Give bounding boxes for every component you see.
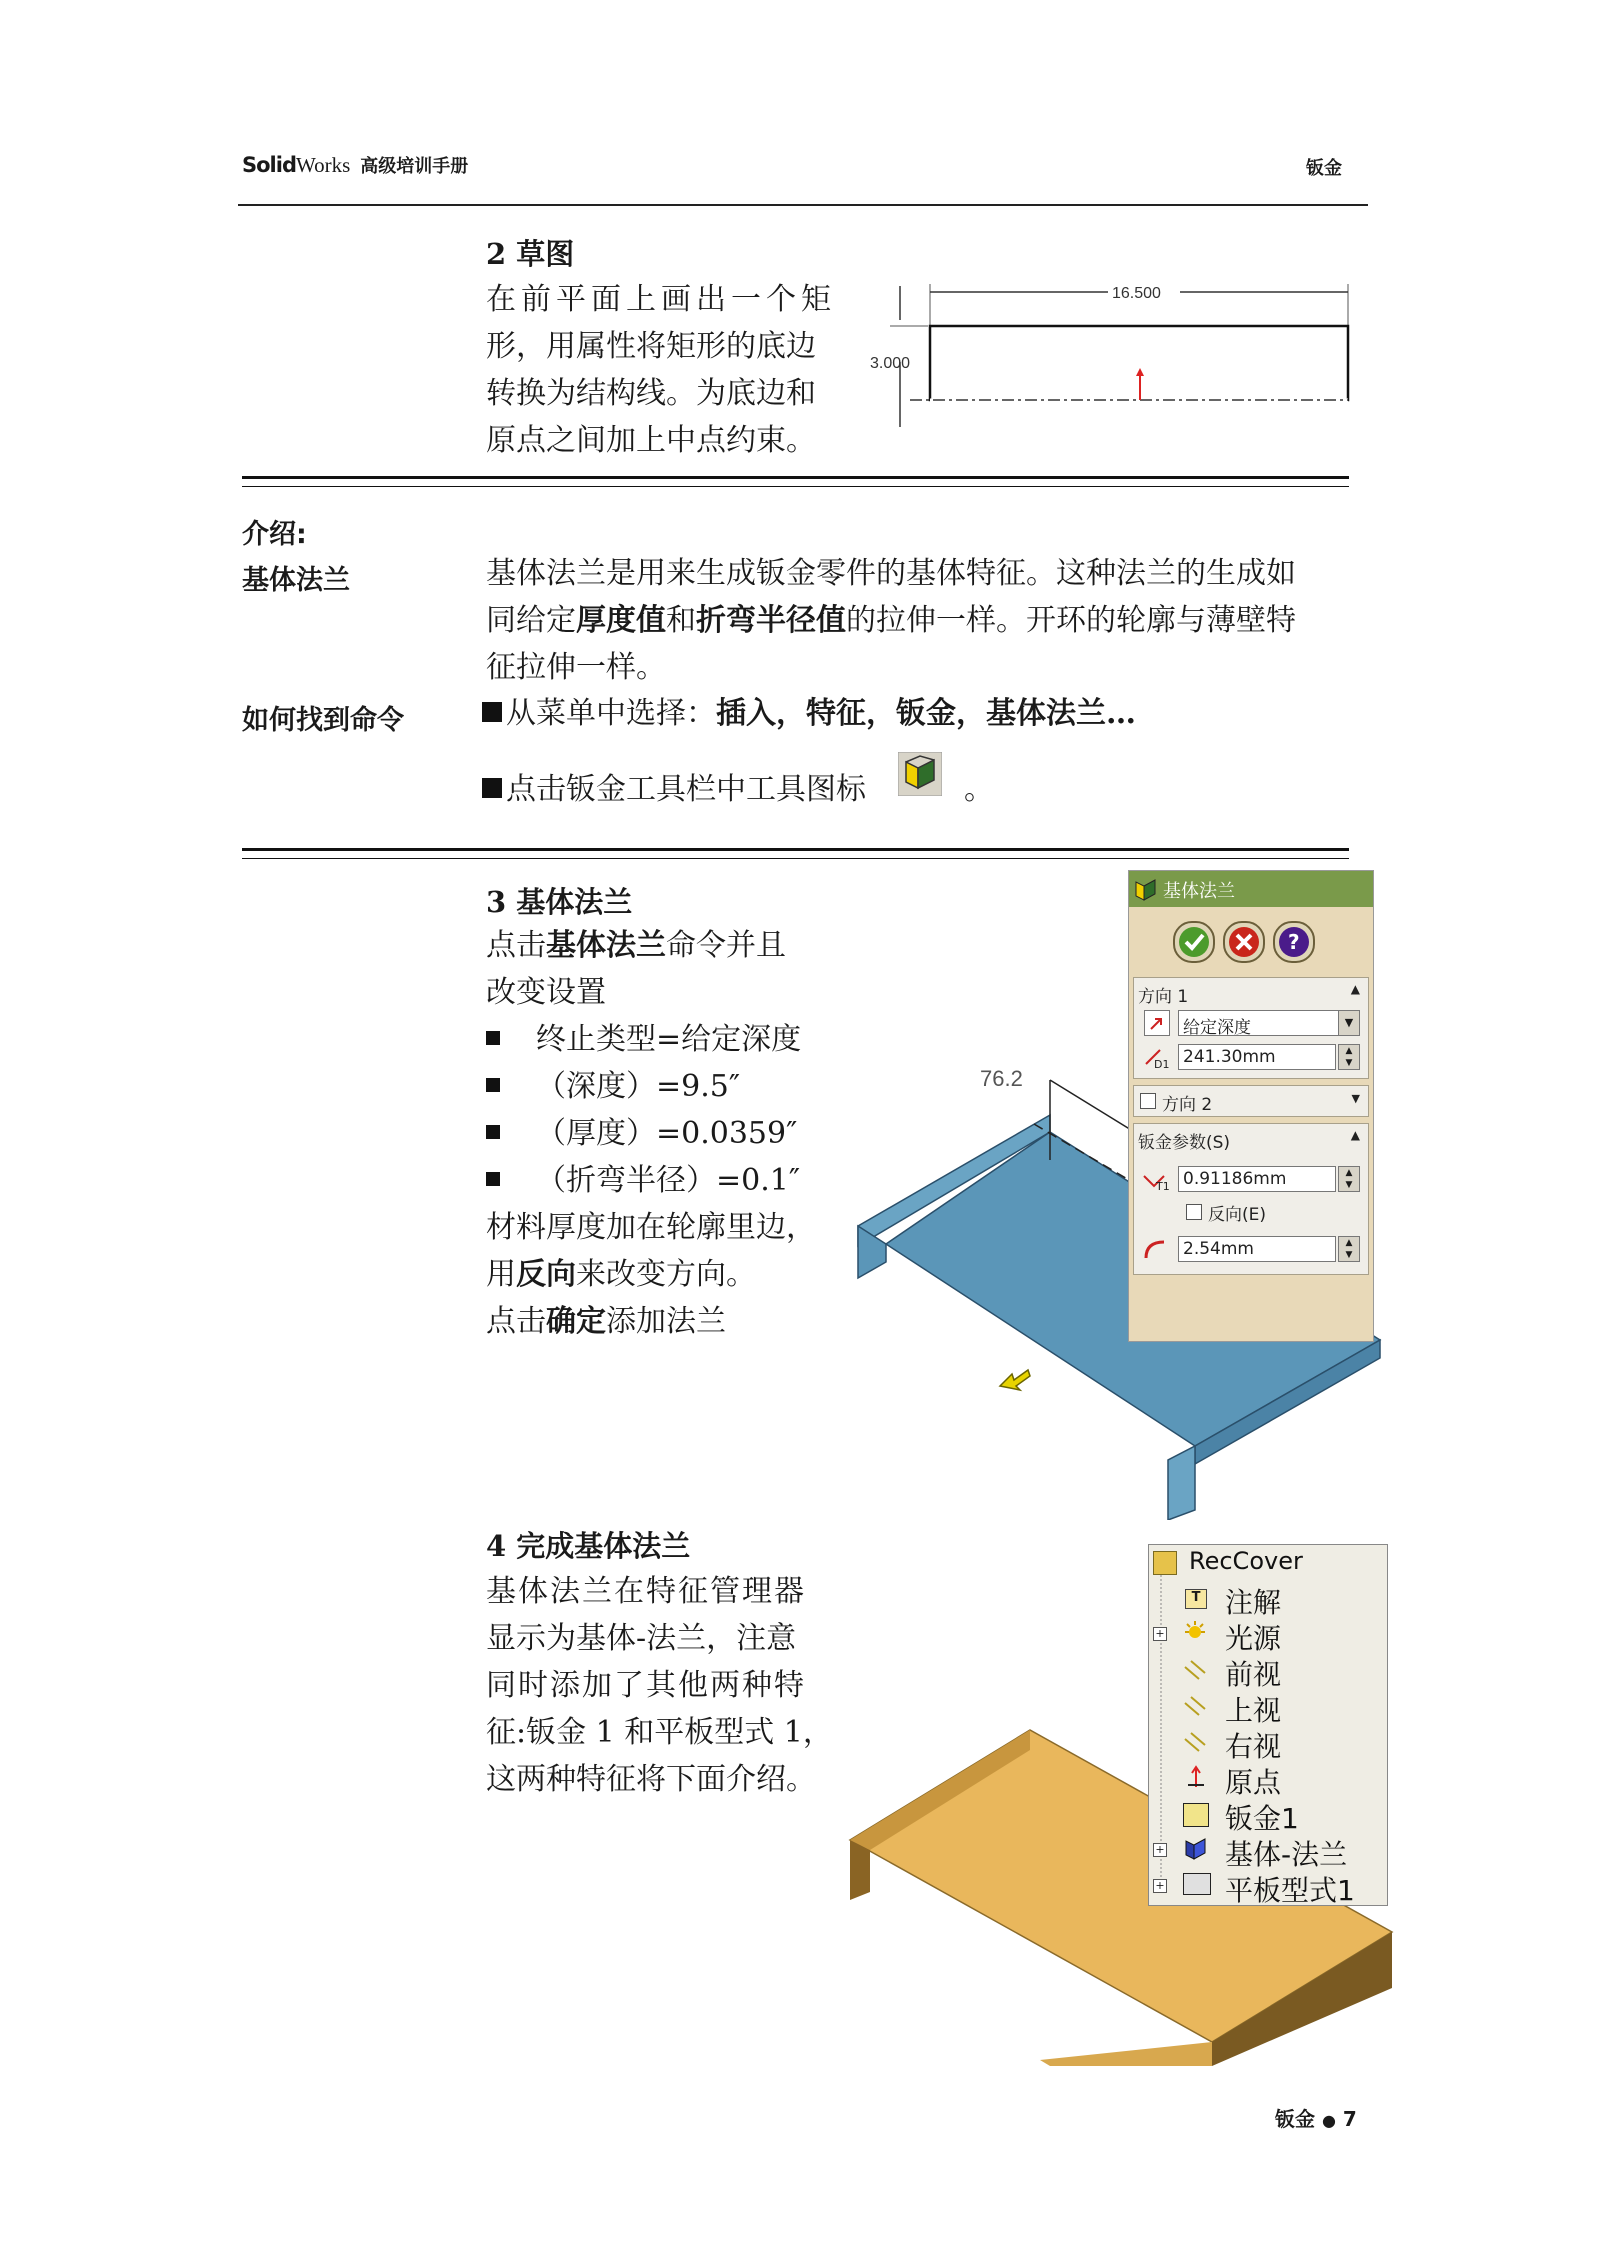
plane-icon (1183, 1695, 1207, 1717)
base-flange-toolbar-icon (898, 752, 942, 796)
step4-title: 4 完成基体法兰 (486, 1529, 691, 1563)
depth-spinner[interactable]: ▲ ▼ (1338, 1044, 1360, 1070)
flat-pattern-icon (1183, 1873, 1211, 1895)
thickness-spinner[interactable]: ▲ ▼ (1338, 1166, 1360, 1192)
tree-item-flat-pattern[interactable]: 平板型式1 (1225, 1874, 1355, 1907)
svg-text:D1: D1 (1154, 1058, 1170, 1070)
tree-item-base-flange[interactable]: 基体-法兰 (1225, 1838, 1348, 1871)
reverse-label: 反向(E) (1208, 1205, 1267, 1225)
header-divider (238, 204, 1368, 206)
thickness-icon (1140, 1166, 1174, 1192)
intro-label: 介绍: (242, 519, 307, 550)
expand-icon[interactable]: + (1153, 1843, 1167, 1857)
base-flange-icon (1183, 1835, 1209, 1861)
howto-label: 如何找到命令 (242, 705, 404, 736)
panel-title-bar: 基体法兰 (1129, 871, 1373, 907)
dim-height-label: 3.000 (870, 355, 911, 372)
tree-item-lights[interactable]: 光源 (1225, 1622, 1282, 1655)
reverse-checkbox[interactable] (1186, 1204, 1202, 1220)
step4-text: 基体法兰在特征管理器 显示为基体-法兰，注意 同时添加了其他两种特 征:钣金 1 和平板型式 1， 这两种特征将下面介绍。 (486, 1574, 833, 1797)
sheet-params-header[interactable]: 钣金参数(S) (1138, 1133, 1231, 1153)
step2-text: 在前平面上画出一个矩 形，用属性将矩形的底边 转换为结构线。为底边和 原点之间加上中点约束。 (486, 282, 836, 458)
part-icon (1153, 1551, 1177, 1575)
sheet-metal-params-group (1133, 1123, 1369, 1275)
bend-radius-icon (1142, 1236, 1172, 1262)
origin-icon (1185, 1765, 1207, 1789)
direction-arrow-icon (1000, 1370, 1030, 1390)
sketch-rectangle-figure (870, 272, 1360, 442)
tree-item-top[interactable]: 上视 (1225, 1694, 1282, 1727)
chevron-down-icon[interactable]: ▼ (1351, 1092, 1360, 1105)
svg-text:?: ? (1288, 930, 1300, 954)
step2-title: 2 草图 (486, 237, 575, 271)
feature-manager-tree (1148, 1544, 1388, 1906)
help-icon (1275, 923, 1313, 961)
section-divider (242, 476, 1349, 487)
header-chapter: 钣金 (1306, 158, 1342, 179)
dim-width-label: 16.500 (1112, 285, 1161, 302)
dim-depth-label: 76.2 (980, 1066, 1023, 1091)
end-condition-select[interactable]: 给定深度 ▼ (1178, 1010, 1360, 1036)
section-divider (242, 848, 1349, 859)
bend-radius-input[interactable]: 2.54mm (1178, 1236, 1336, 1262)
collapse-icon[interactable]: ▲ (1350, 1128, 1360, 1142)
direction2-group[interactable]: 方向 2 ▼ (1133, 1085, 1369, 1117)
intro-term: 基体法兰 (242, 565, 350, 596)
close-icon (1225, 923, 1263, 961)
thickness-input[interactable]: 0.91186mm (1178, 1166, 1336, 1192)
page-footer: 钣金 ● 7 (1275, 2107, 1357, 2131)
plane-icon (1183, 1731, 1207, 1753)
direction1-header[interactable]: 方向 1 (1138, 987, 1189, 1007)
step3-title: 3 基体法兰 (486, 885, 633, 919)
header-title: SolidWorks 高级培训手册 (242, 153, 469, 177)
annotations-icon: T (1185, 1589, 1207, 1609)
tree-item-annotations[interactable]: 注解 (1225, 1586, 1282, 1619)
depth-icon (1142, 1044, 1174, 1070)
lights-icon (1183, 1621, 1207, 1643)
ok-button[interactable] (1173, 921, 1215, 963)
tree-item-sheet-metal[interactable]: 钣金1 (1225, 1802, 1299, 1835)
tree-item-origin[interactable]: 原点 (1225, 1766, 1282, 1799)
intro-text: 基体法兰是用来生成钣金零件的基体特征。这种法兰的生成如 同给定厚度值和折弯半径值的拉伸一样。开环的轮廓与薄壁特 征拉伸一样。 (486, 556, 1296, 685)
depth-input[interactable]: 241.30mm (1178, 1044, 1336, 1070)
tree-item-root[interactable]: RecCover (1189, 1547, 1303, 1575)
svg-text:T1: T1 (1156, 1180, 1170, 1192)
chevron-down-icon[interactable]: ▼ (1338, 1011, 1359, 1035)
sheet-metal-icon (1183, 1803, 1209, 1827)
howto-menu: 从菜单中选择：插入，特征，钣金，基体法兰… (482, 690, 1136, 737)
direction2-checkbox[interactable] (1140, 1093, 1156, 1109)
tree-item-front[interactable]: 前视 (1225, 1658, 1282, 1691)
bend-radius-spinner[interactable]: ▲ ▼ (1338, 1236, 1360, 1262)
expand-icon[interactable]: + (1153, 1879, 1167, 1893)
base-flange-property-panel (1128, 870, 1374, 1342)
step3-text: 点击基体法兰命令并且 改变设置 终止类型=给定深度 （深度）=9.5″ （厚度）=0.0359″ （折弯半径）=0.1″ 材料厚度加在轮廓里边， 用反向来改变方向。 点击确定添加法兰 (486, 928, 816, 1339)
collapse-icon[interactable]: ▲ (1350, 982, 1360, 996)
plane-icon (1183, 1659, 1207, 1681)
cancel-button[interactable] (1223, 921, 1265, 963)
tree-item-right[interactable]: 右视 (1225, 1730, 1282, 1763)
base-flange-icon (1133, 876, 1159, 902)
help-button[interactable] (1273, 921, 1315, 963)
reverse-direction-icon[interactable] (1144, 1010, 1170, 1036)
expand-icon[interactable]: + (1153, 1627, 1167, 1641)
howto-toolbar: 点击钣金工具栏中工具图标 (482, 766, 866, 813)
howto-toolbar-end: 。 (964, 772, 994, 807)
checkmark-icon (1175, 923, 1213, 961)
direction1-group (1133, 977, 1369, 1079)
